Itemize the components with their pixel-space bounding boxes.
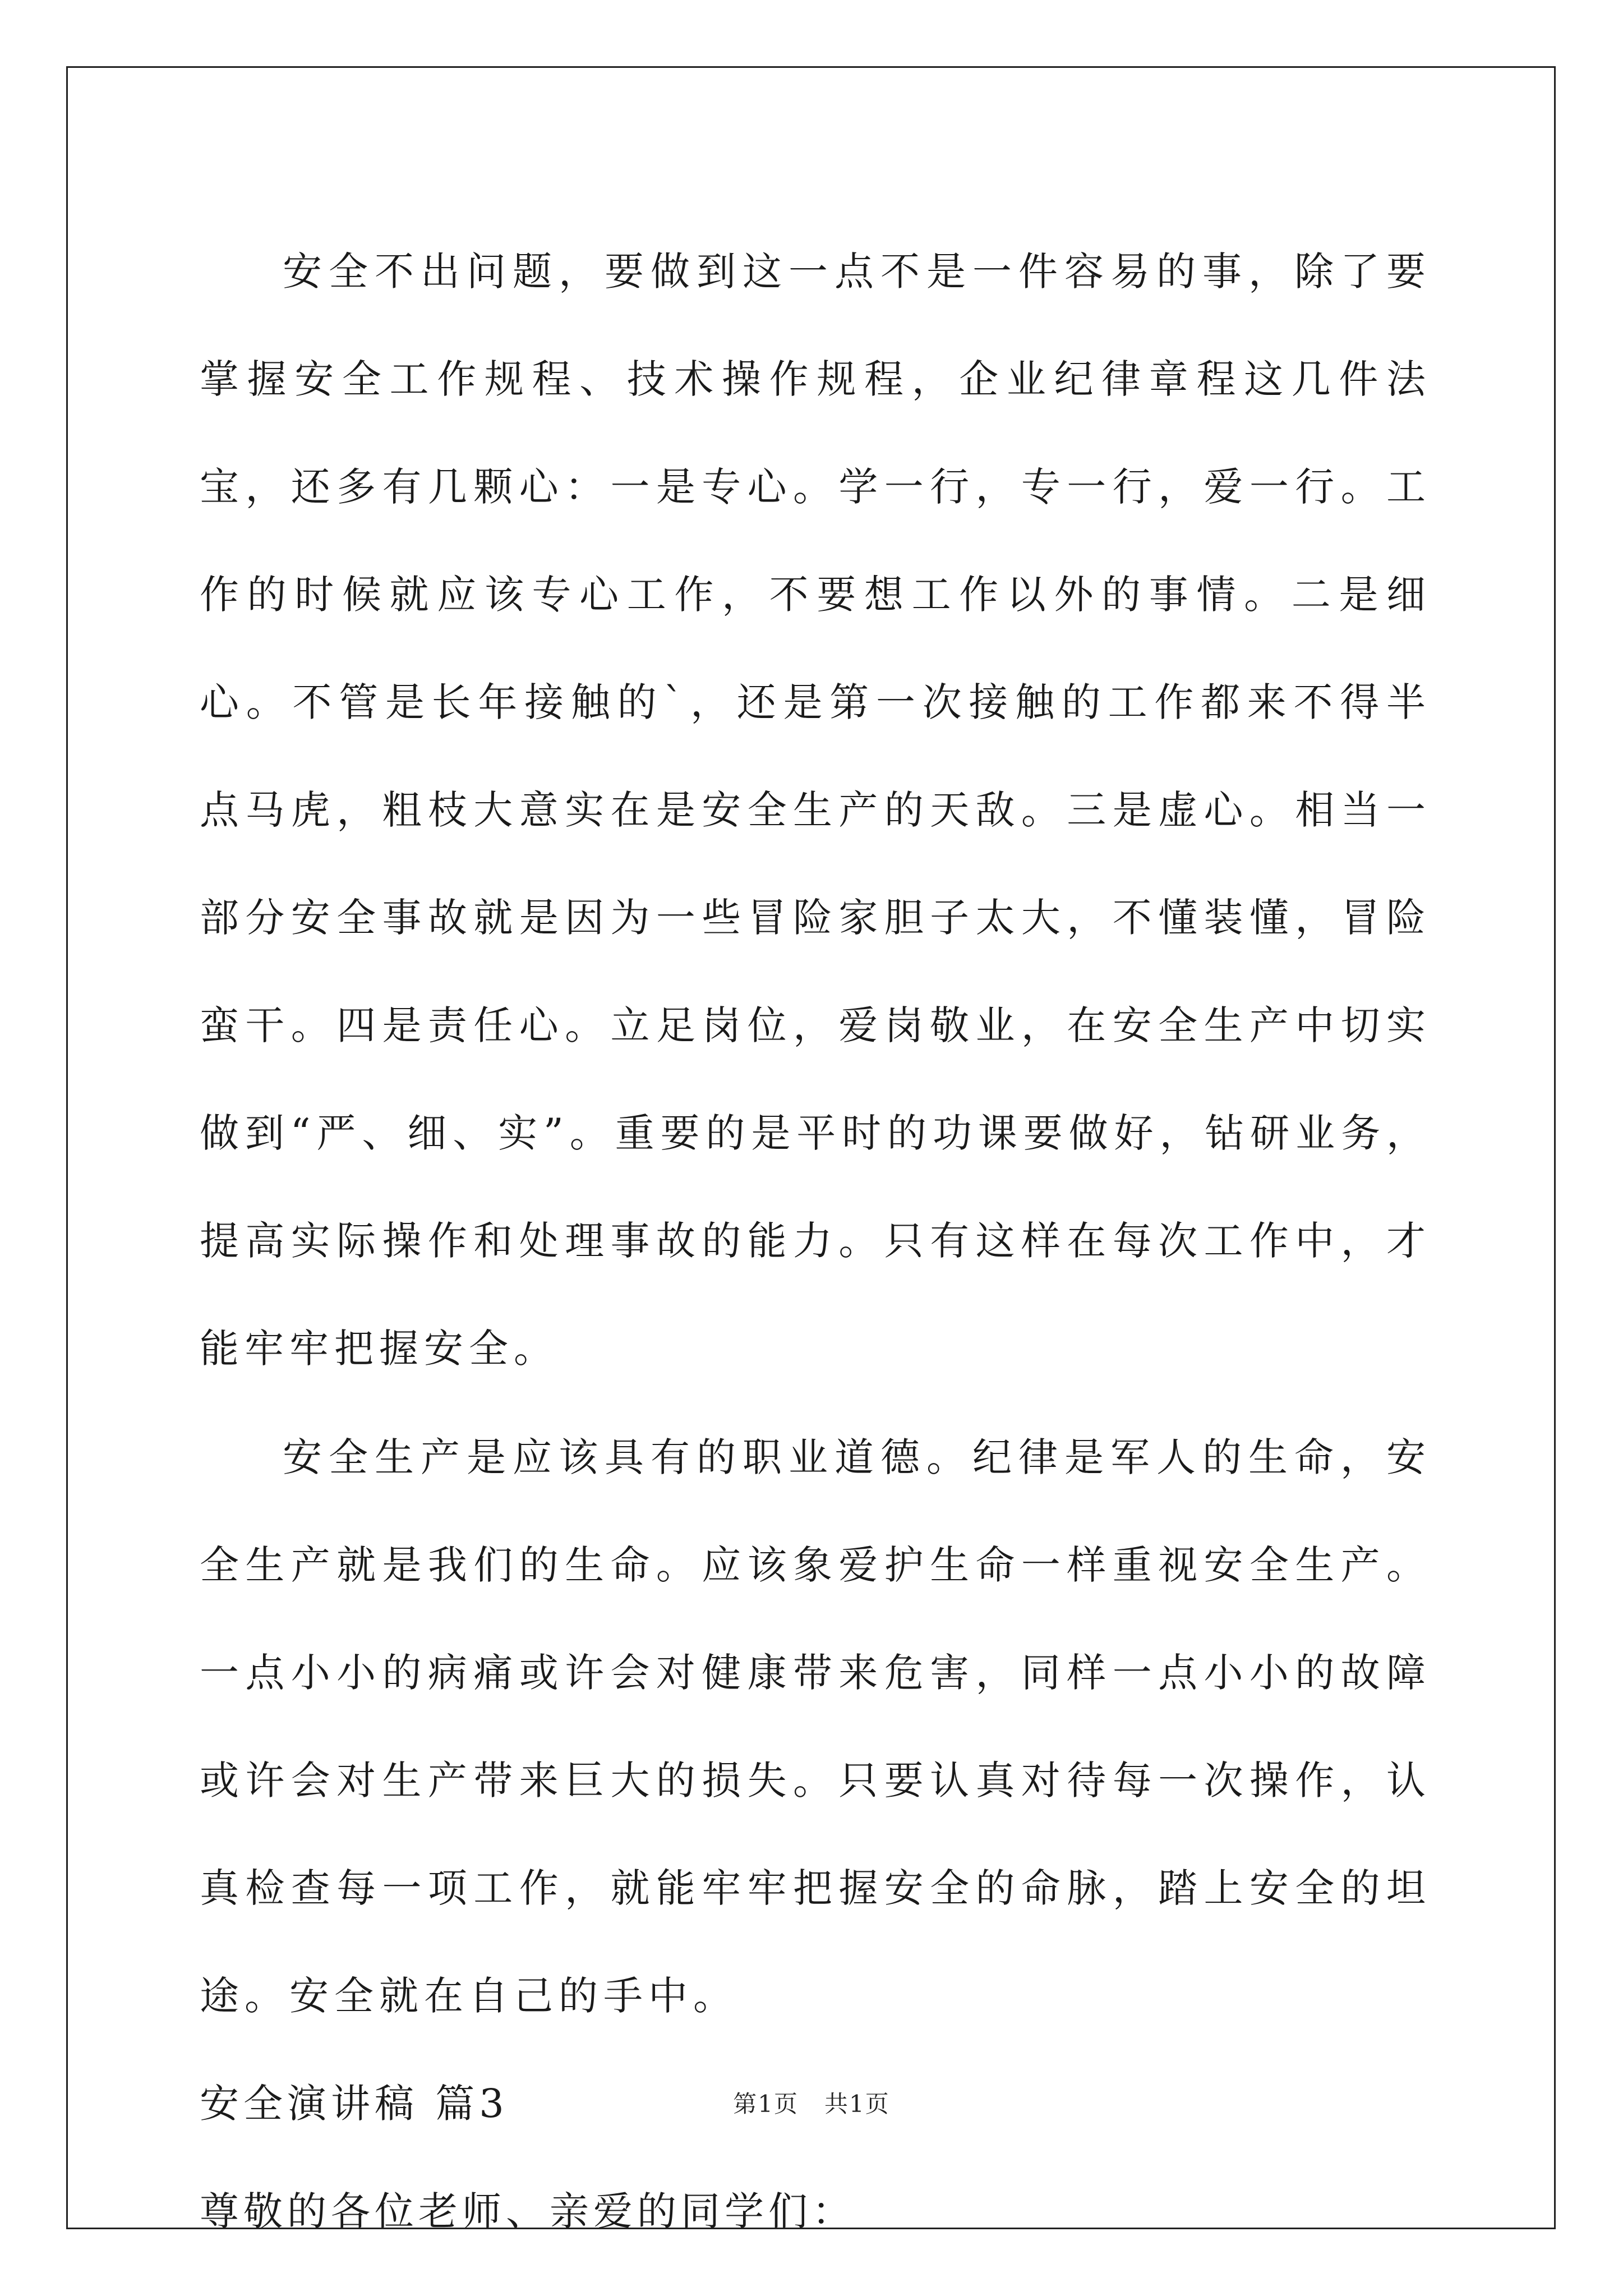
page-footer: 第1页 共1页 xyxy=(733,2090,890,2118)
section-heading: 安全演讲稿 篇3 xyxy=(200,2081,509,2127)
paragraph-2: 安全生产是应该具有的职业道德。纪律是军人的生命，安全生产就是我们的生命。应该象爱护生命一样重视安全生产。一点小小的病痛或许会对健康带来危害，同样一点小小的故障或许会对生产带来巨大的损失。只要认真对待每一次操作，认真检查每一项工作，就能牢牢把握安全的命脉，踏上安全的坦途。安全就在自己的手中。 xyxy=(200,1434,1431,2019)
document-body xyxy=(200,218,1431,2265)
salutation: 尊敬的各位老师、亲爱的同学们： xyxy=(200,2188,856,2234)
paragraph-1: 安全不出问题，要做到这一点不是一件容易的事，除了要掌握安全工作规程、技术操作规程，企业纪律章程这几件法宝，还多有几颗心：一是专心。学一行，专一行，爱一行。工作的时候就应该专心工作，不要想工作以外的事情。二是细心。不管是长年接触的`，还是第一次接触的工作都来不得半点马虎，粗枝大意实在是安全生产的天敌。三是虚心。相当一部分安全事故就是因为一些冒险家胆子太大，不懂装懂，冒险蛮干。四是责任心。立足岗位，爱岗敬业，在安全生产中切实做到“严、细、实”。重要的是平时的功课要做好，钻研业务，提高实际操作和处理事故的能力。只有这样在每次工作中，才能牢牢把握安全。 xyxy=(200,249,1431,1372)
